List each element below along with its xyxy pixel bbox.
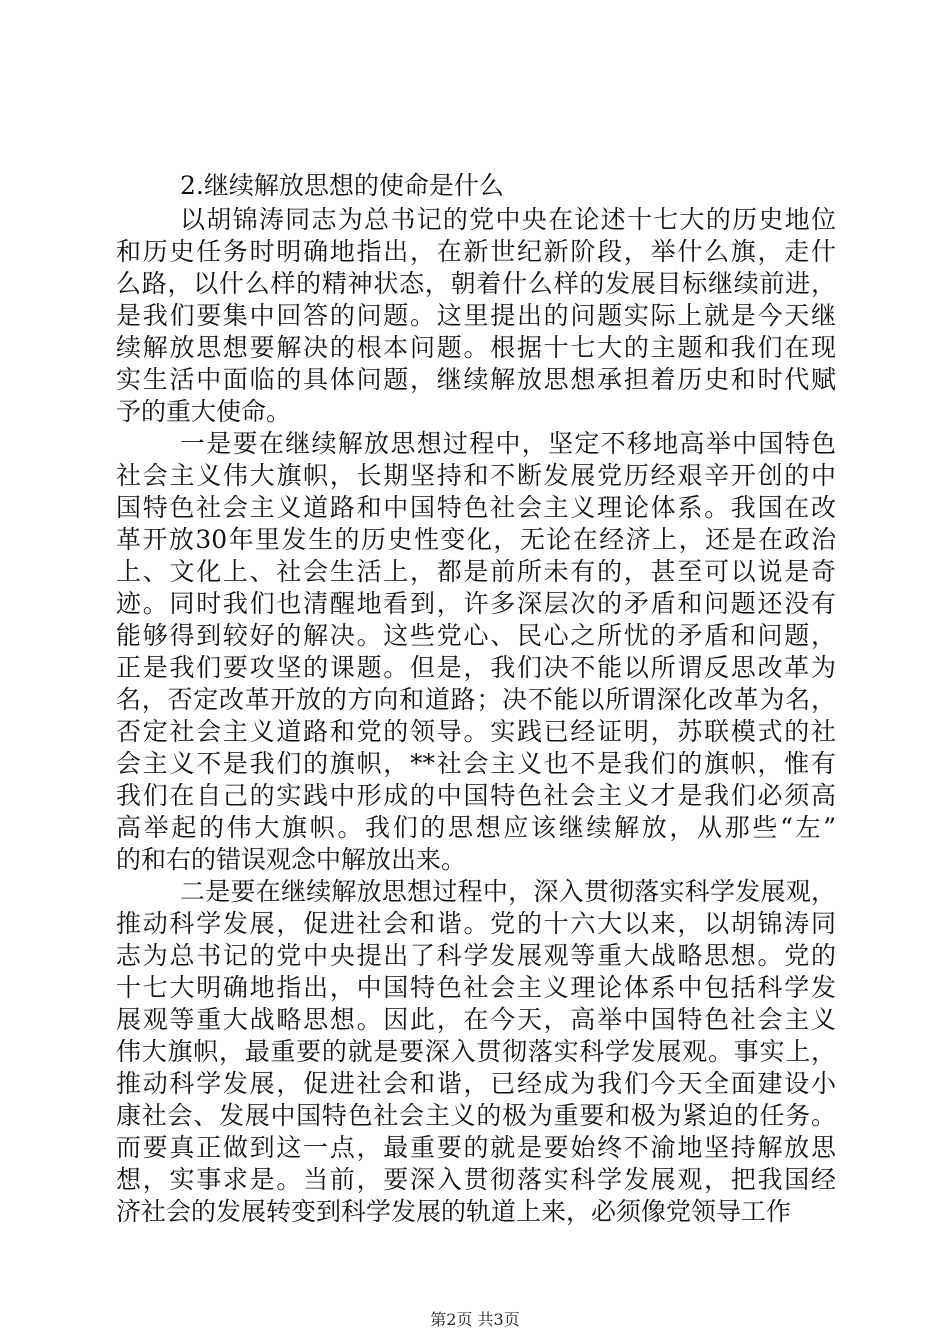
text-line: 社会主义伟大旗帜，长期坚持和不断发展党历经艰辛开创的中 [116,461,836,490]
paragraph [116,204,836,428]
text-line: 推动科学发展，促进社会和谐，已经成为我们今天全面建设小 [116,1069,836,1098]
text-line: 展观等重大战略思想。因此，在今天，高举中国特色社会主义 [116,1005,836,1034]
text-line: 续解放思想要解决的根本问题。根据十七大的主题和我们在现 [116,333,836,362]
text-line: 迹。同时我们也清醒地看到，许多深层次的矛盾和问题还没有 [116,589,836,618]
text-line: 而要真正做到这一点，最重要的就是要始终不渝地坚持解放思 [116,1133,836,1162]
text-line: 正是我们要攻坚的课题。但是，我们决不能以所谓反思改革为 [116,653,836,682]
text-line: 康社会、发展中国特色社会主义的极为重要和极为紧迫的任务。 [116,1101,836,1130]
text-line: 上、文化上、社会生活上，都是前所未有的，甚至可以说是奇 [116,557,836,586]
text-line: 想，实事求是。当前，要深入贯彻落实科学发展观，把我国经 [116,1165,836,1194]
text-line: 会主义不是我们的旗帜，**社会主义也不是我们的旗帜，惟有 [116,749,836,778]
text-line: 济社会的发展转变到科学发展的轨道上来，必须像党领导工作 [116,1197,792,1226]
paragraph-container [116,204,836,1228]
page-footer: 第2页 共3页 [430,1310,520,1329]
paragraph [116,428,836,876]
text-line: 推动科学发展，促进社会和谐。党的十六大以来，以胡锦涛同 [116,909,836,938]
text-line: 名，否定改革开放的方向和道路；决不能以所谓深化改革为名， [116,685,836,714]
text-line: 是我们要集中回答的问题。这里提出的问题实际上就是今天继 [116,301,836,330]
text-line: 实生活中面临的具体问题，继续解放思想承担着历史和时代赋 [116,365,836,394]
text-line: 二是要在继续解放思想过程中，深入贯彻落实科学发展观， [180,877,836,906]
text-line: 国特色社会主义道路和中国特色社会主义理论体系。我国在改 [116,493,836,522]
text-line: 高举起的伟大旗帜。我们的思想应该继续解放，从那些“左” [116,813,836,842]
text-line: 伟大旗帜，最重要的就是要深入贯彻落实科学发展观。事实上， [116,1037,836,1066]
section-heading: 2.继续解放思想的使命是什么 [180,171,504,200]
text-line: 否定社会主义道路和党的领导。实践已经证明，苏联模式的社 [116,717,836,746]
paragraph [116,876,836,1228]
text-line: 一是要在继续解放思想过程中，坚定不移地高举中国特色 [180,429,836,458]
text-line: 我们在自己的实践中形成的中国特色社会主义才是我们必须高 [116,781,836,810]
text-line: 以胡锦涛同志为总书记的党中央在论述十七大的历史地位 [180,205,836,234]
text-line: 志为总书记的党中央提出了科学发展观等重大战略思想。党的 [116,941,836,970]
text-line: 和历史任务时明确地指出，在新世纪新阶段，举什么旗，走什 [116,237,836,266]
text-line: 能够得到较好的解决。这些党心、民心之所忧的矛盾和问题， [116,621,836,650]
text-line: 么路，以什么样的精神状态，朝着什么样的发展目标继续前进， [116,269,836,298]
text-line: 的和右的错误观念中解放出来。 [116,845,467,874]
text-line: 十七大明确地指出，中国特色社会主义理论体系中包括科学发 [116,973,836,1002]
text-line: 予的重大使命。 [116,397,292,426]
text-line: 革开放30年里发生的历史性变化，无论在经济上，还是在政治 [116,525,836,554]
document-body [116,170,836,1228]
